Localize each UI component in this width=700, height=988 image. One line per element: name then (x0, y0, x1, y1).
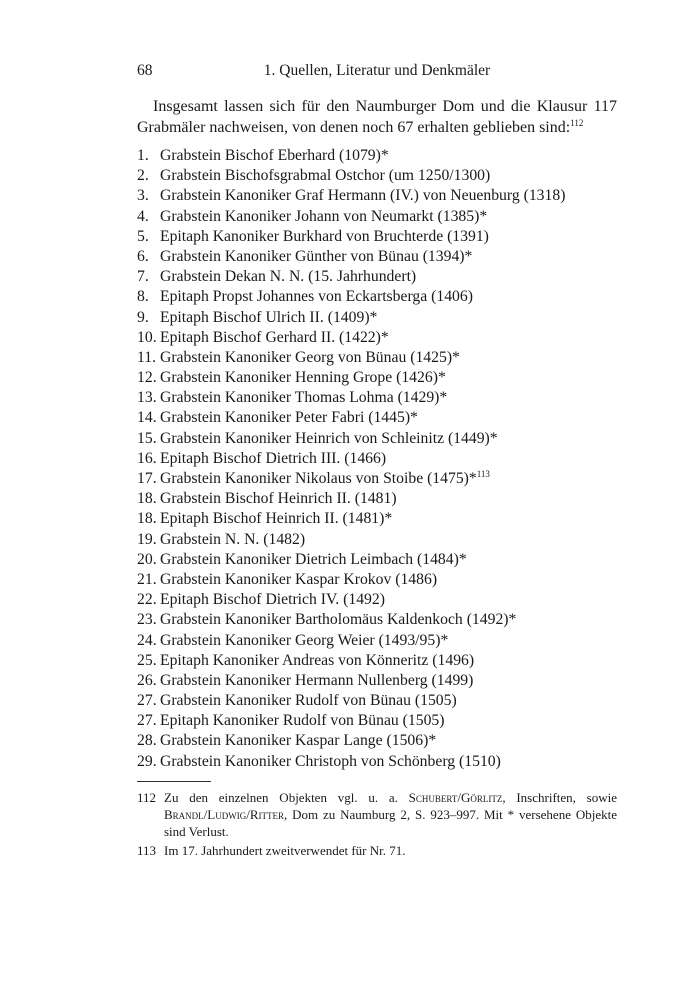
list-item-text: Grabstein Kanoniker Graf Hermann (IV.) von Neuenburg (1318) (160, 187, 566, 205)
list-item-number: 17. (137, 470, 157, 487)
list-item (137, 631, 617, 651)
list-item (137, 388, 617, 408)
list-item-number: 28. (137, 732, 157, 750)
list-item (137, 671, 617, 691)
list-item-text: Grabstein Kanoniker Dietrich Leimbach (1484)* (160, 550, 467, 568)
page-number: 68 (137, 62, 153, 79)
list-item-text: Grabstein Kanoniker Kaspar Lange (1506)* (160, 732, 437, 750)
intro-text: Insgesamt lassen sich für den Naumburger Dom und die Klausur 117 Grabmäler nachweisen, von denen noch 67 erhalten geblieben sind: (137, 98, 617, 136)
monument-list (137, 146, 617, 772)
list-item-number: 6. (137, 247, 149, 265)
list-item-number: 2. (137, 167, 149, 185)
list-item-text: Epitaph Bischof Heinrich II. (1481)* (160, 510, 393, 528)
footnote-text-part: , Inschriften, sowie (502, 790, 617, 805)
list-item-number: 9. (137, 308, 149, 326)
list-item (137, 368, 617, 388)
list-item-number: 4. (137, 207, 149, 225)
list-item (137, 550, 617, 570)
list-item (137, 247, 617, 267)
list-item-number: 1. (137, 147, 149, 164)
list-item-text: Grabstein Kanoniker Heinrich von Schleinitz (1449)* (160, 429, 498, 447)
list-item-number: 20. (137, 550, 157, 568)
list-item (137, 489, 617, 509)
list-item (137, 287, 617, 307)
list-item (137, 691, 617, 711)
list-item (137, 731, 617, 751)
list-item-text: Epitaph Bischof Dietrich IV. (1492) (160, 591, 385, 609)
list-item-number: 8. (137, 288, 149, 306)
list-item-text: Grabstein Kanoniker Günther von Bünau (1394)* (160, 247, 473, 265)
author-reference: Brandl/Ludwig/Ritter (164, 807, 284, 822)
list-item-number: 18. (137, 510, 157, 528)
list-item-text: Grabstein Kanoniker Thomas Lohma (1429)* (160, 389, 448, 407)
list-item-number: 27. (137, 712, 157, 730)
intro-paragraph (137, 96, 617, 138)
list-item (137, 408, 617, 428)
list-item (137, 267, 617, 287)
list-item-number: 25. (137, 651, 157, 669)
list-item (137, 308, 617, 328)
list-item-text: Epitaph Kanoniker Burkhard von Bruchterde (1391) (160, 227, 489, 245)
footnote-number: 113 (137, 843, 157, 858)
list-item-text: Epitaph Bischof Ulrich II. (1409)* (160, 308, 378, 326)
list-item (137, 207, 617, 227)
list-item (137, 429, 617, 449)
list-item (137, 711, 617, 731)
footnote-113 (137, 842, 617, 859)
footnote-ref-113[interactable]: 113 (476, 469, 490, 479)
list-item-text: Grabstein Kanoniker Rudolf von Bünau (1505) (160, 692, 457, 710)
author-reference: Schubert/Görlitz (408, 790, 503, 805)
list-item-text: Grabstein Kanoniker Georg von Bünau (1425)* (160, 348, 460, 366)
footnote-text: Im 17. Jahrhundert zweitverwendet für Nr. 71. (164, 843, 406, 858)
list-item-number: 19. (137, 530, 157, 548)
list-item-text: Grabstein Kanoniker Peter Fabri (1445)* (160, 409, 418, 427)
list-item-text: Grabstein Kanoniker Christoph von Schönberg (1510) (160, 752, 501, 770)
list-item-number: 3. (137, 187, 149, 205)
list-item-text: Grabstein Kanoniker Kaspar Krokov (1486) (160, 570, 438, 588)
list-item-number: 21. (137, 570, 157, 588)
list-item-number: 10. (137, 328, 157, 346)
list-item-text: Grabstein Kanoniker Henning Grope (1426)* (160, 369, 446, 387)
list-item-number: 24. (137, 631, 157, 649)
list-item (137, 570, 617, 590)
footnote-text (164, 789, 617, 840)
list-item-text: Grabstein Kanoniker Johann von Neumarkt (1385)* (160, 207, 488, 225)
list-item (137, 590, 617, 610)
list-item-number: 13. (137, 389, 157, 407)
list-item-text: Grabstein Bischofsgrabmal Ostchor (um 1250/1300) (160, 167, 491, 185)
list-item (137, 146, 617, 166)
footnote-112 (137, 789, 617, 840)
list-item-text: Grabstein Kanoniker Bartholomäus Kaldenkoch (1492)* (160, 611, 517, 629)
footnote-ref-112[interactable]: 112 (570, 118, 584, 128)
list-item (137, 509, 617, 529)
list-item-number: 15. (137, 429, 157, 447)
footnote-divider (137, 781, 211, 782)
list-item-number: 7. (137, 268, 149, 286)
footnote-text-part: Zu den einzelnen Objekten vgl. u. a. (164, 790, 409, 805)
list-item-text: Epitaph Kanoniker Rudolf von Bünau (1505) (160, 712, 445, 730)
list-item-text: Grabstein Bischof Heinrich II. (1481) (160, 490, 397, 508)
list-item-number: 29. (137, 752, 157, 770)
list-item-text: Grabstein N. N. (1482) (160, 530, 306, 548)
list-item (137, 186, 617, 206)
list-item (137, 752, 617, 772)
list-item (137, 166, 617, 186)
list-item-number: 22. (137, 591, 157, 609)
list-item-number: 27. (137, 692, 157, 710)
list-item (137, 227, 617, 247)
list-item-number: 5. (137, 227, 149, 245)
list-item-number: 14. (137, 409, 157, 427)
list-item-number: 26. (137, 671, 157, 689)
list-item-text: Grabstein Dekan N. N. (15. Jahrhundert) (160, 268, 417, 286)
list-item-number: 12. (137, 369, 157, 387)
list-item-number: 11. (137, 348, 157, 366)
list-item (137, 328, 617, 348)
list-item-number: 23. (137, 611, 157, 629)
list-item (137, 449, 617, 469)
list-item (137, 348, 617, 368)
list-item-text: Grabstein Kanoniker Georg Weier (1493/95)* (160, 631, 449, 649)
running-title: 1. Quellen, Literatur und Denkmäler (263, 62, 491, 79)
list-item-text: Epitaph Kanoniker Andreas von Könneritz (1496) (160, 651, 475, 669)
list-item-number: 18. (137, 490, 157, 508)
list-item-text: Epitaph Bischof Dietrich III. (1466) (160, 449, 387, 467)
list-item (137, 530, 617, 550)
list-item-text: Grabstein Bischof Eberhard (1079)* (160, 147, 389, 164)
list-item (137, 469, 617, 489)
list-item-text: Epitaph Propst Johannes von Eckartsberga (1406) (160, 288, 473, 306)
footnote-text-part: , Dom zu Naumburg 2, S. 923–997. Mit * versehene Objekte sind Verlust. (164, 807, 617, 839)
list-item (137, 610, 617, 630)
footnote-number: 112 (137, 790, 157, 805)
page-header (137, 60, 617, 82)
list-item-text: Grabstein Kanoniker Nikolaus von Stoibe (1475)* (160, 470, 477, 487)
list-item (137, 651, 617, 671)
list-item-text: Grabstein Kanoniker Hermann Nullenberg (1499) (160, 671, 474, 689)
list-item-number: 16. (137, 449, 157, 467)
list-item-text: Epitaph Bischof Gerhard II. (1422)* (160, 328, 389, 346)
